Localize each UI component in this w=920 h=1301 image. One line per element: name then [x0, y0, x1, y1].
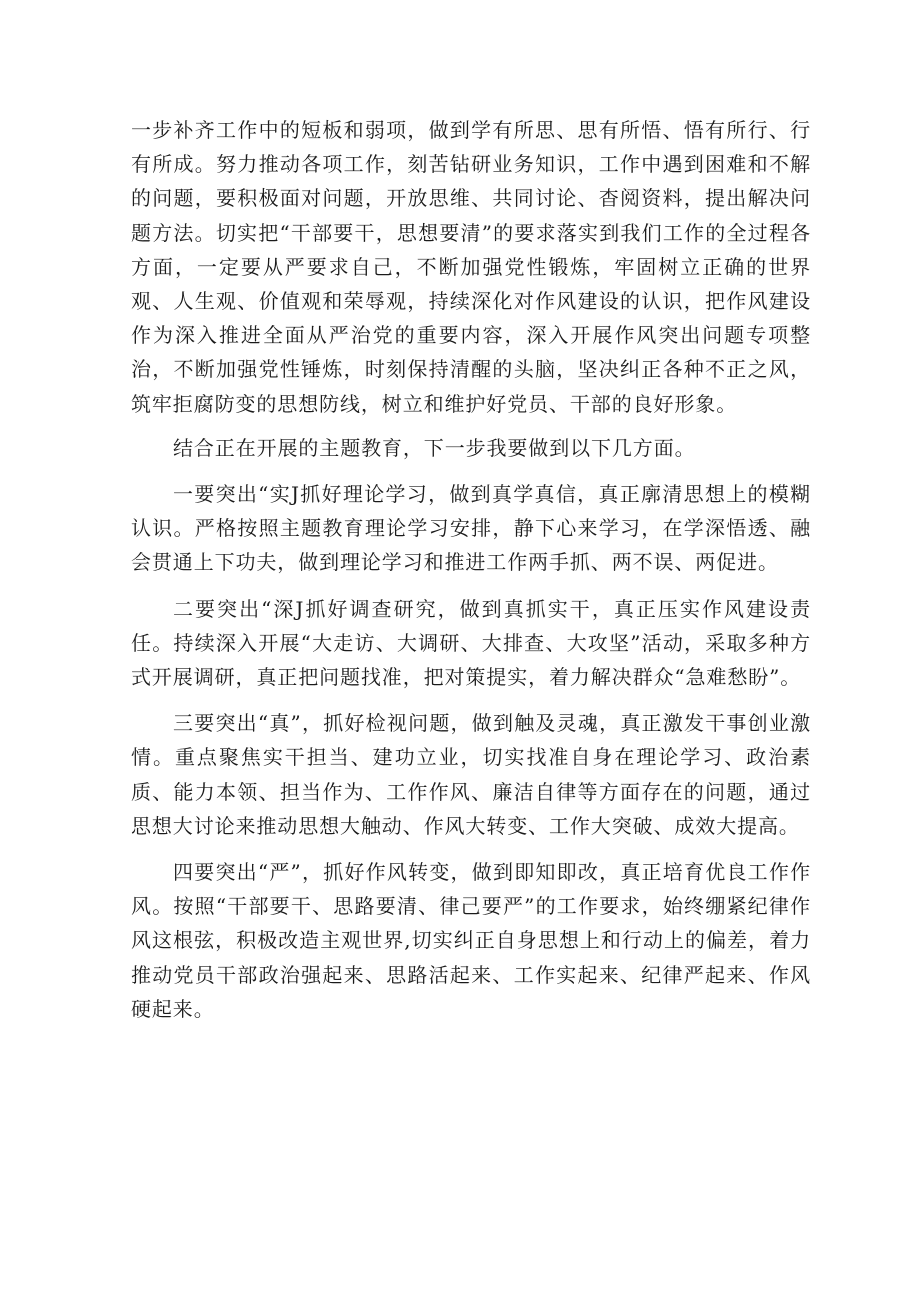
paragraph-intro: 结合正在开展的主题教育，下一步我要做到以下几方面。 [173, 435, 696, 460]
paragraph-point-3: 三要突出“真”，抓好检视问题，做到触及灵魂，真正激发干事创业激情。重点聚焦实干担当、建功立业，切实找准自身在理论学习、政治素质、能力本领、担当作为、工作作风、廉洁自律等方面存在的问题，通过思想大讨论来推动思想大触动、作风大转变、工作大突破、成效大提高。 [131, 711, 811, 838]
document-body [131, 113, 811, 1026]
paragraph-continuation: 一步补齐工作中的短板和弱项，做到学有所思、思有所悟、悟有所行、行有所成。努力推动各项工作，刻苦钻研业务知识，工作中遇到困难和不解的问题，要积极面对问题，开放思维、共同讨论、杳阅资料，提出解决问题方法。切实把“干部要干，思想要清”的要求落实到我们工作的全过程各方面，一定要从严要求自己，不断加强党性锻炼，牢固树立正确的世界观、人生观、价值观和荣辱观，持续深化对作风建设的认识，把作风建设作为深入推进全面从严治党的重要内容，深入开展作风突出问题专项整治，不断加强党性锤炼，时刻保持清醒的头脑，坚决纠正各种不正之风，筑牢拒腐防变的思想防线，树立和维护好党员、干部的良好形象。 [131, 118, 811, 416]
paragraph-point-2: 二要突出“深J抓好调查研究，做到真抓实干，真正压实作风建设责任。持续深入开展“大走访、大调研、大排查、大攻坚”活动，采取多种方式开展调研，真正把问题找准，把对策提实，着力解决群众“急难愁盼”。 [131, 596, 811, 690]
paragraph-point-4: 四要突出“严”，抓好作风转变，做到即知即改，真正培育优良工作作风。按照“干部要干、思路要清、律己要严”的工作要求，始终绷紧纪律作风这根弦，积极改造主观世界,切实纠正自身思想上和行动上的偏差，着力推动党员干部政治强起来、思路活起来、工作实起来、纪律严起来、作风硬起来。 [131, 860, 811, 1021]
paragraph-point-1: 一要突出“实J抓好理论学习，做到真学真信，真正廓清思想上的模糊认识。严格按照主题教育理论学习安排，静下心来学习，在学深悟透、融会贯通上下功夫，做到理论学习和推进工作两手抓、两不误、两促进。 [131, 482, 811, 575]
